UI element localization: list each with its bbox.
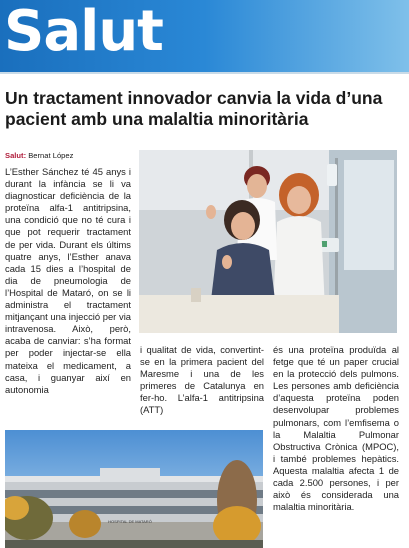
patient-photo: [139, 150, 397, 333]
article-headline: Un tractament innovador canvia la vida d’una pacient amb una malaltia minoritària: [5, 88, 383, 129]
article-column-2: i qualitat de vida, convertint-se en la primera pacient del Maresme i una de les primeres de Catalunya en fer-ho. L’alfa-1 antitripsina (ATT): [140, 344, 264, 416]
building-sign: HOSPITAL DE MATARÓ: [108, 519, 152, 524]
byline: [5, 151, 73, 160]
header-rule: [0, 72, 409, 74]
section-title: Salut: [4, 0, 163, 64]
byline-section: Salut:: [5, 151, 27, 160]
section-banner: [0, 0, 409, 72]
article-column-1: L’Esther Sánchez té 45 anys i durant la infància se li va diagnosticar deficiència de la proteïna alfa-1 antitripsina, una condició que no té cura i que pot requerir tractament de per vida. Durant els últims quatre anys, l’Esther anava cada 15 dies a l’hospital de dia de pneumologia de l’Hospital de Mataró, on se li administra el tractament mitjançant una injecció per via intravenosa. Això, però, acaba de canviar: s’ha format per poder injectar-se ella mateixa el medicament, a casa, i guanyar així en autonomia: [5, 166, 131, 395]
byline-author: Bernat López: [28, 151, 74, 160]
hospital-building-photo: [5, 430, 263, 548]
article-column-3: és una proteïna produïda al fetge que té un paper crucial en la protecció dels pulmons. Les persones amb deficiència d’aquesta proteïna poden desenvolupar problemes pulmonars, com l’emfisema o la Malaltia Pulmonar Obstructiva Crònica (MPOC), i també problemes hepàtics. Aquesta malaltia afecta 1 de cada 2.500 persones, i per això és considerada una malaltia minoritària.: [273, 344, 399, 513]
